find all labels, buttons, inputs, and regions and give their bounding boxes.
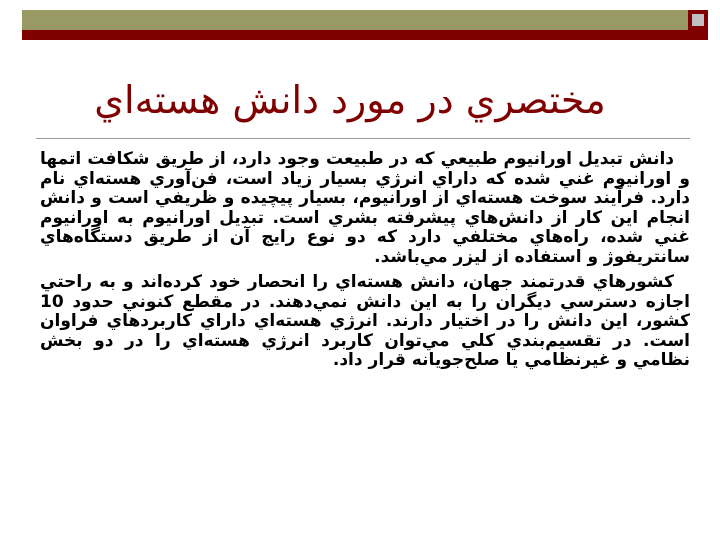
title-divider — [36, 138, 690, 139]
header-band-maroon — [22, 30, 708, 40]
slide-title: مختصري در مورد دانش هسته‌اي — [94, 78, 606, 122]
header-corner-square — [692, 14, 704, 26]
slide-body — [40, 150, 690, 377]
header-band-olive — [22, 10, 708, 30]
body-paragraph-2: كشورهاي قدرتمند جهان، دانش هسته‌اي را انحصار خود كرده‌اند و به راحتي اجازه دسترسي ديگران را به اين دانش نمي‌دهند. در مقطع كنوني حدود 10 كشور، اين دانش را در اختيار دارند. انرژي هسته‌اي داراي كاربردهاي فراوان است. در تقسيم‌بندي كلي مي‌توان كاربرد انرژي هسته‌اي را در دو بخش نظامي و غيرنظامي يا صلح‌جويانه قرار داد. — [40, 272, 690, 370]
body-paragraph-1: دانش تبديل اورانيوم طبيعي كه در طبيعت وجود دارد، از طريق شكافت اتمها و اورانيوم غني شده كه داراي انرژي بسيار زياد است، فن‌آوري هسته‌اي نام دارد. فرآيند سوخت هسته‌اي از اورانيوم، بسيار پيچيده و ظريفي است و دانش انجام اين كار از دانش‌هاي پيشرفته بشري است. تبديل اورانيوم به اورانيوم غني شده، راه‌هاي مختلفي دارد كه دو نوع رايج آن از طريق دستگاه‌هاي سانتريفوژ و استفاده از ليزر مي‌باشد. — [40, 149, 690, 267]
